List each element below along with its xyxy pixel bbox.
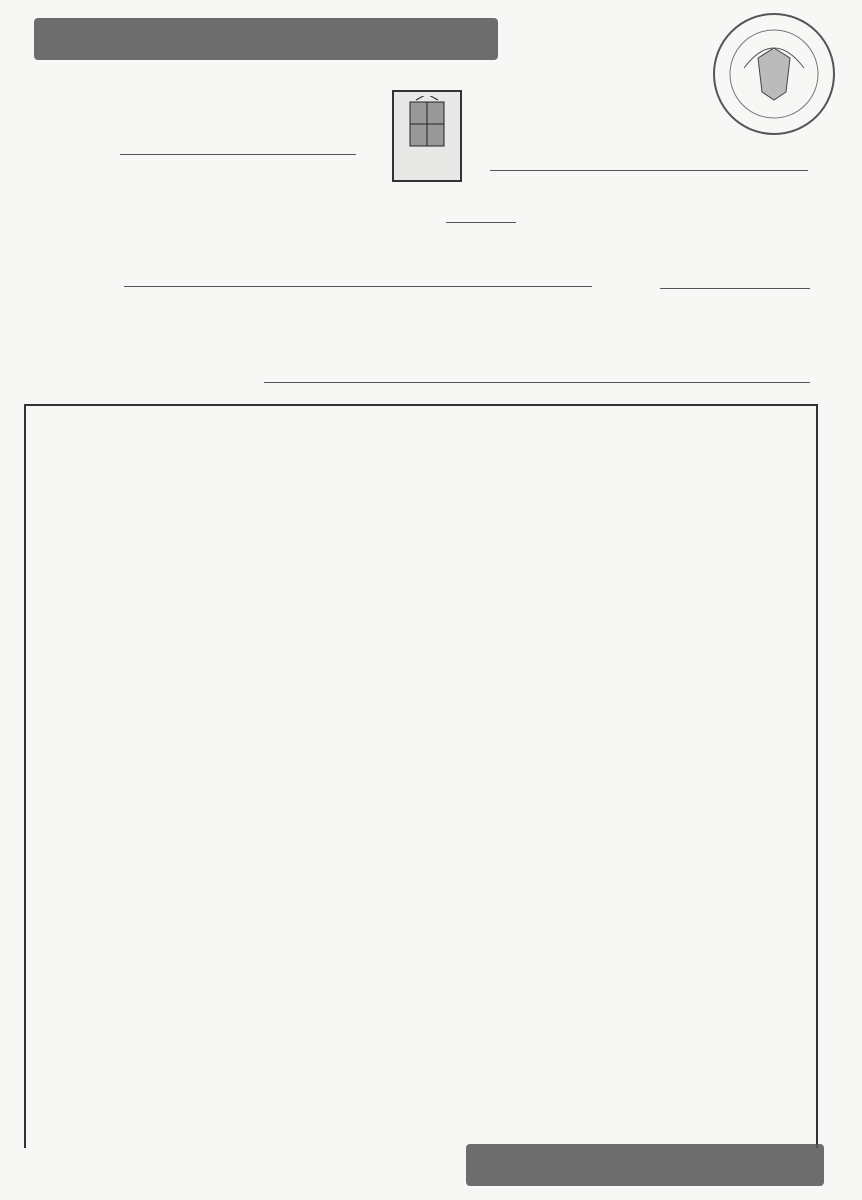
seal-icon [708, 8, 840, 140]
coat-of-arms-icon [396, 96, 458, 158]
escalafon-maestros-line [490, 170, 808, 171]
services-table [24, 404, 818, 1148]
natural-line [660, 288, 810, 289]
archive-watermark [34, 18, 498, 60]
name-line [124, 286, 592, 287]
provincia-line [120, 154, 356, 155]
commission-seal [708, 8, 840, 140]
categoria-line [446, 222, 516, 223]
otros-titulos-line [264, 382, 810, 383]
fiscal-stamp [392, 90, 462, 182]
site-banner [466, 1144, 824, 1186]
